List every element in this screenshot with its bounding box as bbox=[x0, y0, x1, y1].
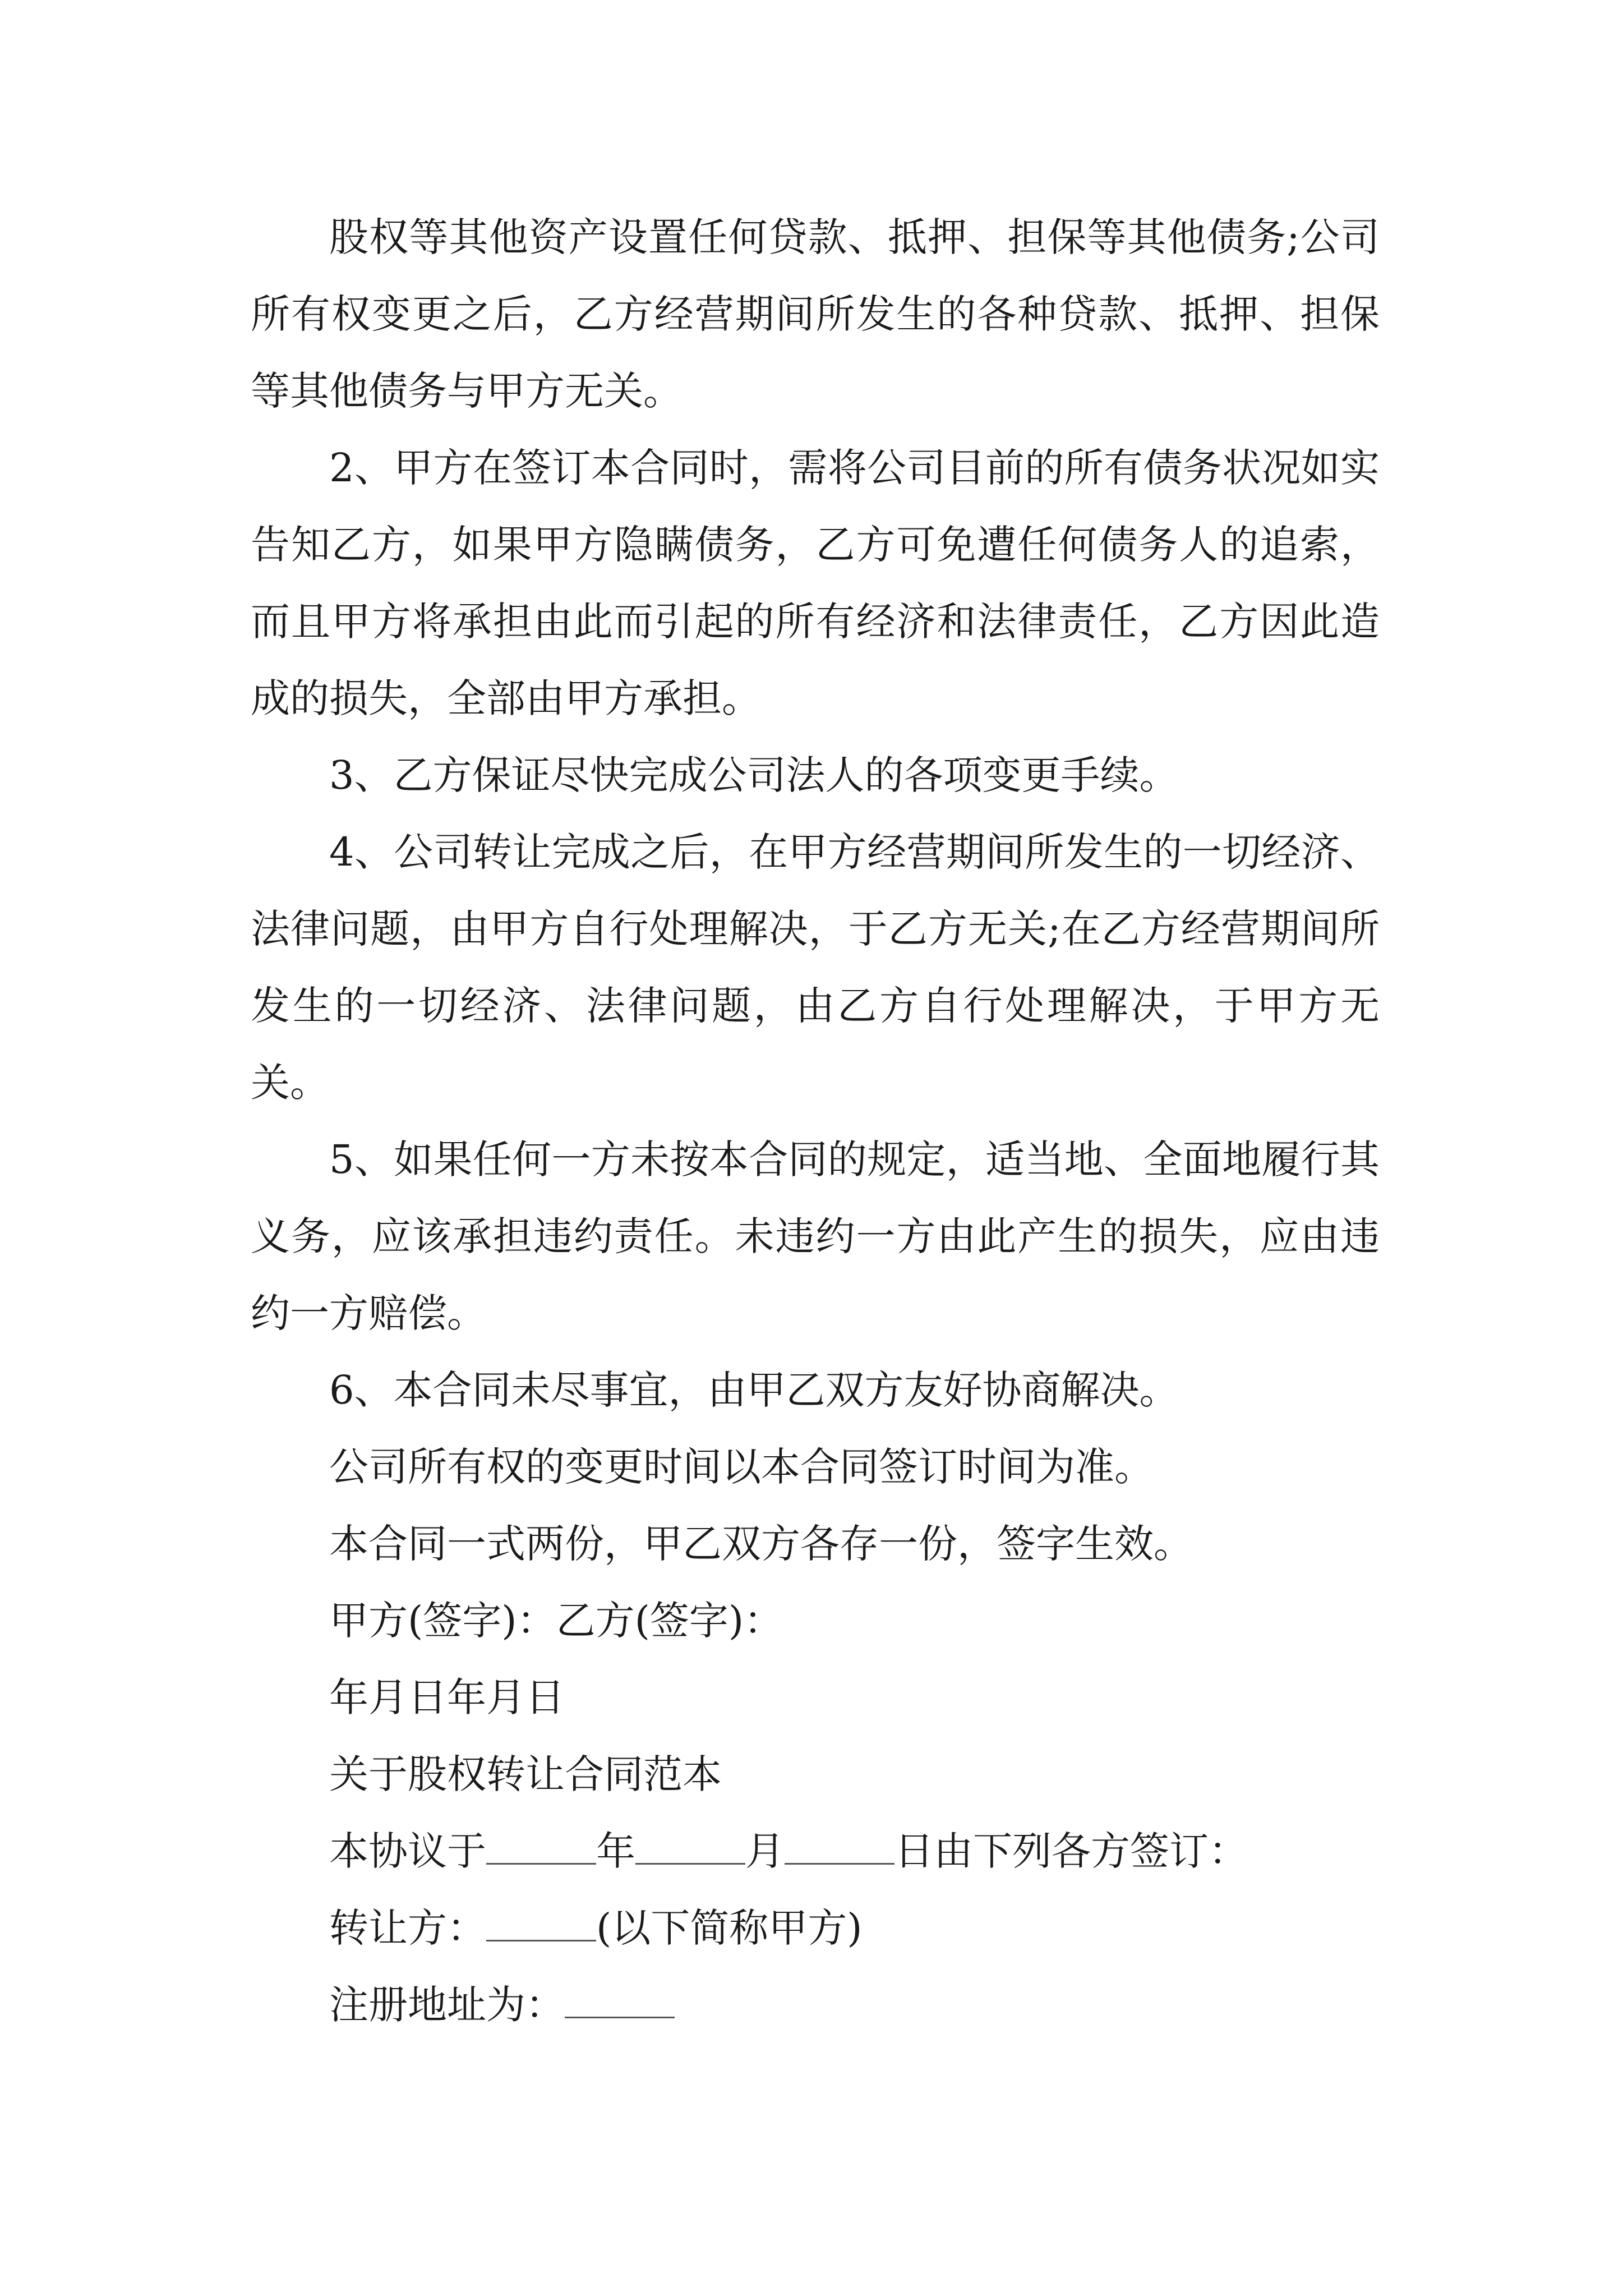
transferor-label: 转让方： bbox=[329, 1905, 486, 1951]
agreement-suffix: 日由下列各方签订： bbox=[895, 1828, 1248, 1874]
year-blank bbox=[486, 1828, 596, 1865]
document-body bbox=[251, 199, 1380, 2044]
section-title: 关于股权转让合同范本 bbox=[329, 1751, 722, 1797]
day-blank bbox=[785, 1828, 895, 1865]
month-blank bbox=[635, 1828, 745, 1865]
transferor-note: (以下简称甲方) bbox=[596, 1905, 863, 1951]
transferor-line bbox=[251, 1890, 1380, 1967]
year-label: 年 bbox=[596, 1828, 635, 1874]
date-line: 年月日年月日 bbox=[329, 1674, 565, 1720]
signature-line: 甲方(签字)：乙方(签字)： bbox=[329, 1598, 783, 1644]
paragraph-clause-6: 6、本合同未尽事宜，由甲乙双方友好协商解决。 bbox=[329, 1367, 1179, 1413]
agreement-date-line bbox=[251, 1813, 1380, 1890]
address-label: 注册地址为： bbox=[329, 1982, 565, 2028]
transferor-blank bbox=[486, 1905, 596, 1941]
paragraph-clause-5: 5、如果任何一方未按本合同的规定，适当地、全面地履行其义务，应该承担违约责任。未违约一方由此产生的损失，应由违约一方赔偿。 bbox=[251, 1137, 1380, 1336]
address-line bbox=[251, 1967, 1380, 2044]
paragraph-ownership-time: 公司所有权的变更时间以本合同签订时间为准。 bbox=[329, 1444, 1154, 1490]
paragraph-clause-3: 3、乙方保证尽快完成公司法人的各项变更手续。 bbox=[329, 752, 1179, 798]
paragraph-copies: 本合同一式两份，甲乙双方各存一份，签字生效。 bbox=[329, 1521, 1193, 1567]
address-blank bbox=[565, 1982, 675, 2018]
month-label: 月 bbox=[745, 1828, 785, 1874]
paragraph-clause-4: 4、公司转让完成之后，在甲方经营期间所发生的一切经济、法律问题，由甲方自行处理解决，于乙方无关;在乙方经营期间所发生的一切经济、法律问题，由乙方自行处理解决，于甲方无关。 bbox=[251, 829, 1380, 1106]
paragraph-clause-2: 2、甲方在签订本合同时，需将公司目前的所有债务状况如实告知乙方，如果甲方隐瞒债务，乙方可免遭任何债务人的追索，而且甲方将承担由此而引起的所有经济和法律责任，乙方因此造成的损失，全部由甲方承担。 bbox=[251, 445, 1380, 721]
paragraph-debt-clause: 股权等其他资产设置任何贷款、抵押、担保等其他债务;公司所有权变更之后，乙方经营期间所发生的各种贷款、抵押、担保等其他债务与甲方无关。 bbox=[251, 214, 1380, 414]
agreement-prefix: 本协议于 bbox=[329, 1828, 486, 1874]
